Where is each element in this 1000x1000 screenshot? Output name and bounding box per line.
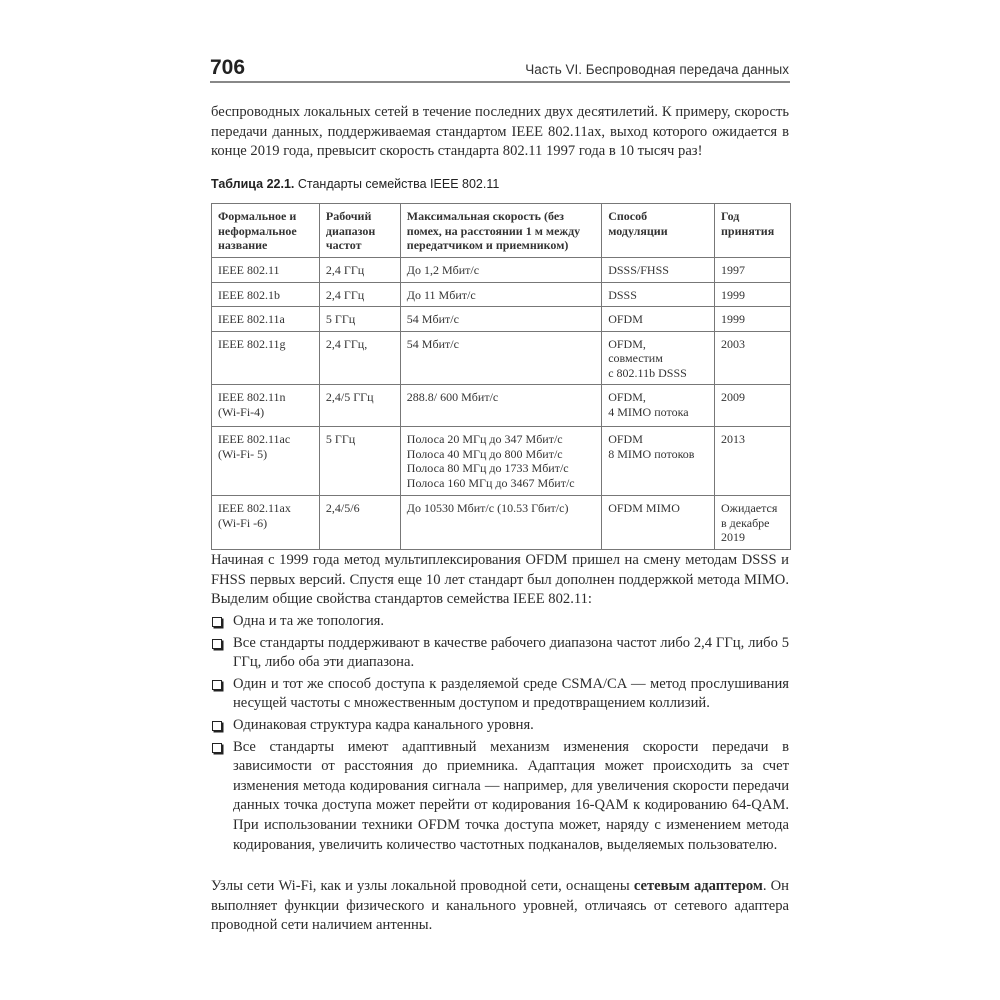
list-item	[211, 634, 789, 673]
properties-list	[211, 612, 789, 857]
standards-table	[211, 203, 791, 550]
cell-year: 1999	[715, 307, 791, 332]
table-row	[212, 307, 791, 332]
table-row	[212, 427, 791, 496]
intro-paragraph: беспроводных локальных сетей в течение последних двух десятилетий. К примеру, скорость передачи данных, поддерживаемая стандартом IEEE 802.11ax, выход которого ожидается в конце 2019 года, превысит скорость стандарта 802.11 1997 года в 10 тысяч раз!	[211, 104, 789, 160]
cell-speed: 54 Мбит/с	[400, 307, 601, 332]
cell-band: 2,4 ГГц,	[319, 331, 400, 385]
table-caption-label: Таблица 22.1.	[211, 177, 295, 191]
cell-year: 2013	[715, 427, 791, 496]
cell-band: 5 ГГц	[319, 307, 400, 332]
cell-band: 2,4 ГГц	[319, 257, 400, 282]
cell-band: 5 ГГц	[319, 427, 400, 496]
term-network-adapter: сетевым адаптером	[633, 878, 763, 894]
cell-year: 2009	[715, 385, 791, 427]
list-item-text: Все стандарты поддерживают в качестве рабочего диапазона частот либо 2,4 ГГц, либо 5 ГГц, либо оба эти диапазона.	[233, 634, 789, 671]
list-item-text: Одинаковая структура кадра канального уровня.	[233, 716, 534, 733]
list-item-text: Все стандарты имеют адаптивный механизм изменения скорости передачи в зависимости от расстояния до приемника. Адаптация может происходить за счет изменения метода кодирования сигнала — например, для увеличения скорости передачи данных точка доступа может перейти от кодирования 16-QAM к кодированию 64-QAM. При использовании техники OFDM точка доступа может, наряду с изменением метода кодирования, увеличить количество частотных подканалов, выделяемых пользователю.	[233, 738, 789, 853]
cell-speed: До 11 Мбит/с	[400, 282, 601, 307]
cell-band: 2,4/5 ГГц	[319, 385, 400, 427]
header-name: Формальное и неформальное название	[212, 204, 320, 258]
cell-speed: До 10530 Мбит/с (10.53 Гбит/с)	[400, 496, 601, 550]
checkbox-bullet-icon	[212, 617, 222, 627]
list-item	[211, 716, 789, 736]
cell-speed: Полоса 20 МГц до 347 Мбит/с Полоса 40 МГц до 800 Мбит/с Полоса 80 МГц до 1733 Мбит/с Полоса 160 МГц до 3467 Мбит/с	[400, 427, 601, 496]
final-text-after: . Он выполняет функции физического и канального уровней, отличаясь от сетевого адаптера проводной сети наличием антенны.	[211, 878, 789, 934]
cell-modulation: OFDM, совместим с 802.11b DSSS	[602, 331, 715, 385]
paragraph-adapter	[211, 877, 789, 936]
checkbox-bullet-icon	[212, 639, 222, 649]
cell-speed: До 1,2 Мбит/с	[400, 257, 601, 282]
running-header: Часть VI. Беспроводная передача данных	[525, 62, 789, 77]
cell-modulation: OFDM	[602, 307, 715, 332]
table-caption-text: Стандарты семейства IEEE 802.11	[297, 177, 500, 191]
cell-modulation: OFDM, 4 MIMO потока	[602, 385, 715, 427]
table-row	[212, 282, 791, 307]
table-caption	[211, 177, 499, 191]
cell-modulation: OFDM 8 MIMO потоков	[602, 427, 715, 496]
final-text-before: Узлы сети Wi-Fi, как и узлы локальной проводной сети, оснащены	[211, 878, 634, 894]
cell-year: 1997	[715, 257, 791, 282]
cell-modulation: OFDM MIMO	[602, 496, 715, 550]
cell-name: IEEE 802.11a	[212, 307, 320, 332]
list-item	[211, 675, 789, 714]
paragraph-ofdm: Начиная с 1999 года метод мультиплексирования OFDM пришел на смену методам DSSS и FHSS первых версий. Спустя еще 10 лет стандарт был дополнен поддержкой метода MIMO. Выделим общие свойства стандартов семейства IEEE 802.11:	[211, 552, 789, 608]
page-number: 706	[210, 56, 246, 79]
cell-name: IEEE 802.11n (Wi-Fi-4)	[212, 385, 320, 427]
header-divider	[210, 81, 790, 83]
table-header-row	[212, 204, 791, 258]
header-band: Рабочий диапазон частот	[319, 204, 400, 258]
cell-year: Ожидается в декабре 2019	[715, 496, 791, 550]
cell-modulation: DSSS/FHSS	[602, 257, 715, 282]
cell-modulation: DSSS	[602, 282, 715, 307]
cell-name: IEEE 802.1b	[212, 282, 320, 307]
header-year: Год принятия	[715, 204, 791, 258]
table-row	[212, 385, 791, 427]
header-speed: Максимальная скорость (без помех, на расстоянии 1 м между передатчиком и приемником)	[400, 204, 601, 258]
checkbox-bullet-icon	[212, 743, 222, 753]
checkbox-bullet-icon	[212, 680, 222, 690]
cell-year: 1999	[715, 282, 791, 307]
cell-name: IEEE 802.11	[212, 257, 320, 282]
header-modulation: Способ модуляции	[602, 204, 715, 258]
table-row	[212, 496, 791, 550]
list-item-text: Одна и та же топология.	[233, 613, 384, 629]
table-row	[212, 331, 791, 385]
list-item-text: Один и тот же способ доступа к разделяемой среде CSMA/CA — метод прослушивания несущей частоты с множественным доступом и предотвращением коллизий.	[233, 675, 789, 712]
cell-name: IEEE 802.11g	[212, 331, 320, 385]
cell-speed: 54 Мбит/с	[400, 331, 601, 385]
cell-speed: 288.8/ 600 Мбит/с	[400, 385, 601, 427]
list-item	[211, 738, 789, 856]
table-row	[212, 257, 791, 282]
cell-band: 2,4 ГГц	[319, 282, 400, 307]
list-item	[211, 612, 789, 632]
cell-name: IEEE 802.11ac (Wi-Fi- 5)	[212, 427, 320, 496]
cell-name: IEEE 802.11ax (Wi-Fi -6)	[212, 496, 320, 550]
checkbox-bullet-icon	[212, 721, 222, 731]
cell-band: 2,4/5/6	[319, 496, 400, 550]
cell-year: 2003	[715, 331, 791, 385]
